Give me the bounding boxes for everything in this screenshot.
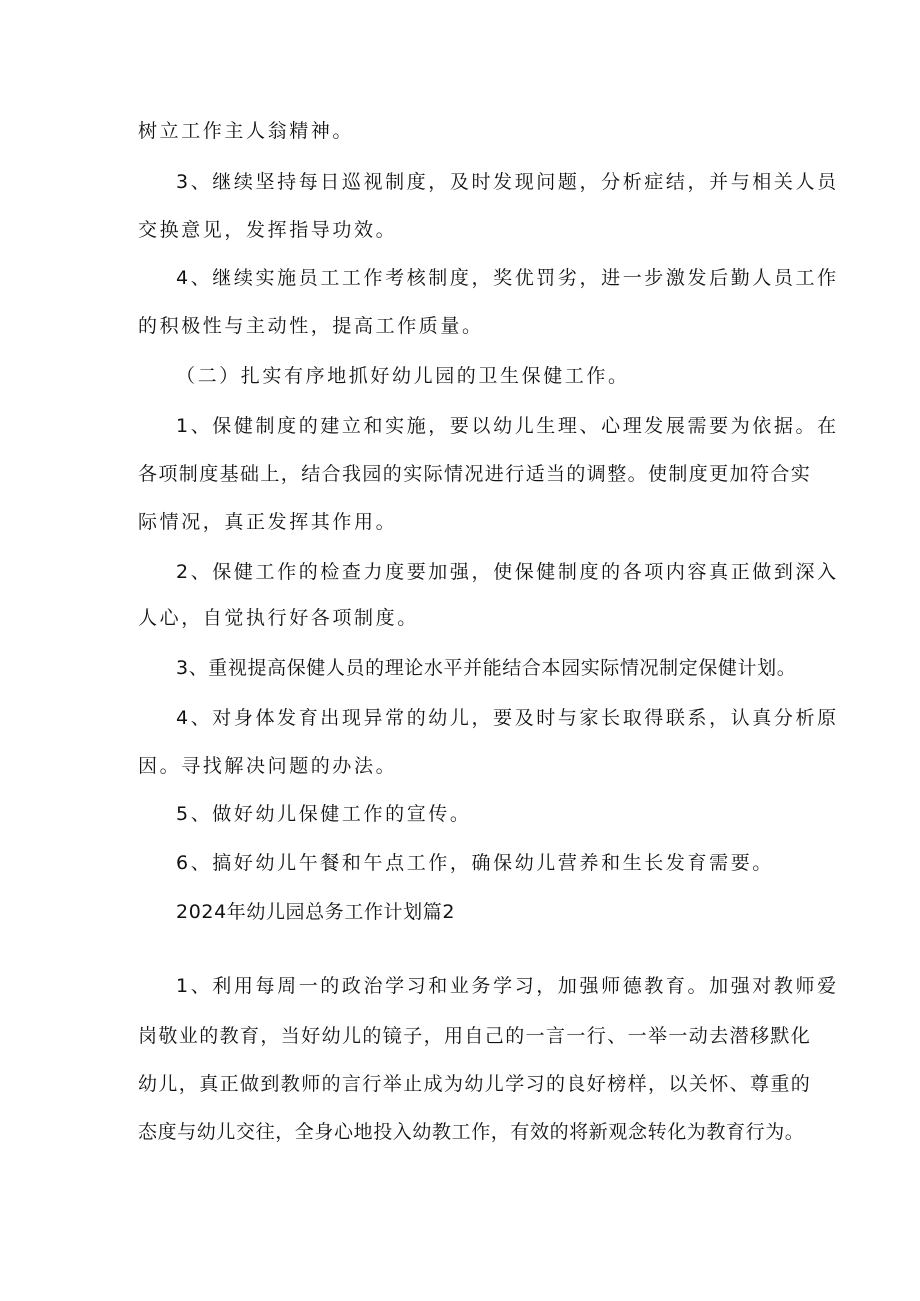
paragraph-line: 岗敬业的教育，当好幼儿的镜子，用自己的一言一行、一举一动去潜移默化	[138, 1025, 812, 1047]
paragraph-line: 树立工作主人翁精神。	[138, 120, 355, 142]
section-heading: （二）扎实有序地抓好幼儿园的卫生保健工作。	[176, 365, 630, 387]
paragraph-line: 各项制度基础上，结合我园的实际情况进行适当的调整。使制度更加符合实	[138, 463, 812, 485]
paragraph-line: 1、利用每周一的政治学习和业务学习，加强师德教育。加强对教师爱	[176, 975, 839, 997]
paragraph-line: 人心，自觉执行好各项制度。	[138, 607, 419, 629]
paragraph-line: 因。寻找解决问题的办法。	[138, 755, 398, 777]
paragraph-line: 4、对身体发育出现异常的幼儿，要及时与家长取得联系，认真分析原	[176, 707, 839, 729]
paragraph-line: 3、继续坚持每日巡视制度，及时发现问题，分析症结，并与相关人员	[176, 171, 839, 193]
paragraph-line: 4、继续实施员工工作考核制度，奖优罚劣，进一步激发后勤人员工作	[176, 267, 839, 289]
section-title: 2024年幼儿园总务工作计划篇2	[176, 901, 456, 923]
paragraph-line: 的积极性与主动性，提高工作质量。	[138, 315, 484, 337]
paragraph-line: 2、保健工作的检查力度要加强，使保健制度的各项内容真正做到深入	[176, 561, 839, 583]
paragraph-line: 5、做好幼儿保健工作的宣传。	[176, 803, 472, 825]
paragraph-line: 幼儿，真正做到教师的言行举止成为幼儿学习的良好榜样，以关怀、尊重的	[138, 1073, 812, 1095]
paragraph-line: 1、保健制度的建立和实施，要以幼儿生理、心理发展需要为依据。在	[176, 415, 839, 437]
paragraph-line: 态度与幼儿交往，全身心地投入幼教工作，有效的将新观念转化为教育行为。	[138, 1121, 805, 1143]
paragraph-line: 交换意见，发挥指导功效。	[138, 219, 398, 241]
paragraph-line: 6、搞好幼儿午餐和午点工作，确保幼儿营养和生长发育需要。	[176, 852, 774, 874]
paragraph-line: 3、重视提高保健人员的理论水平并能结合本园实际情况制定保健计划。	[176, 657, 797, 679]
paragraph-line: 际情况，真正发挥其作用。	[138, 511, 398, 533]
